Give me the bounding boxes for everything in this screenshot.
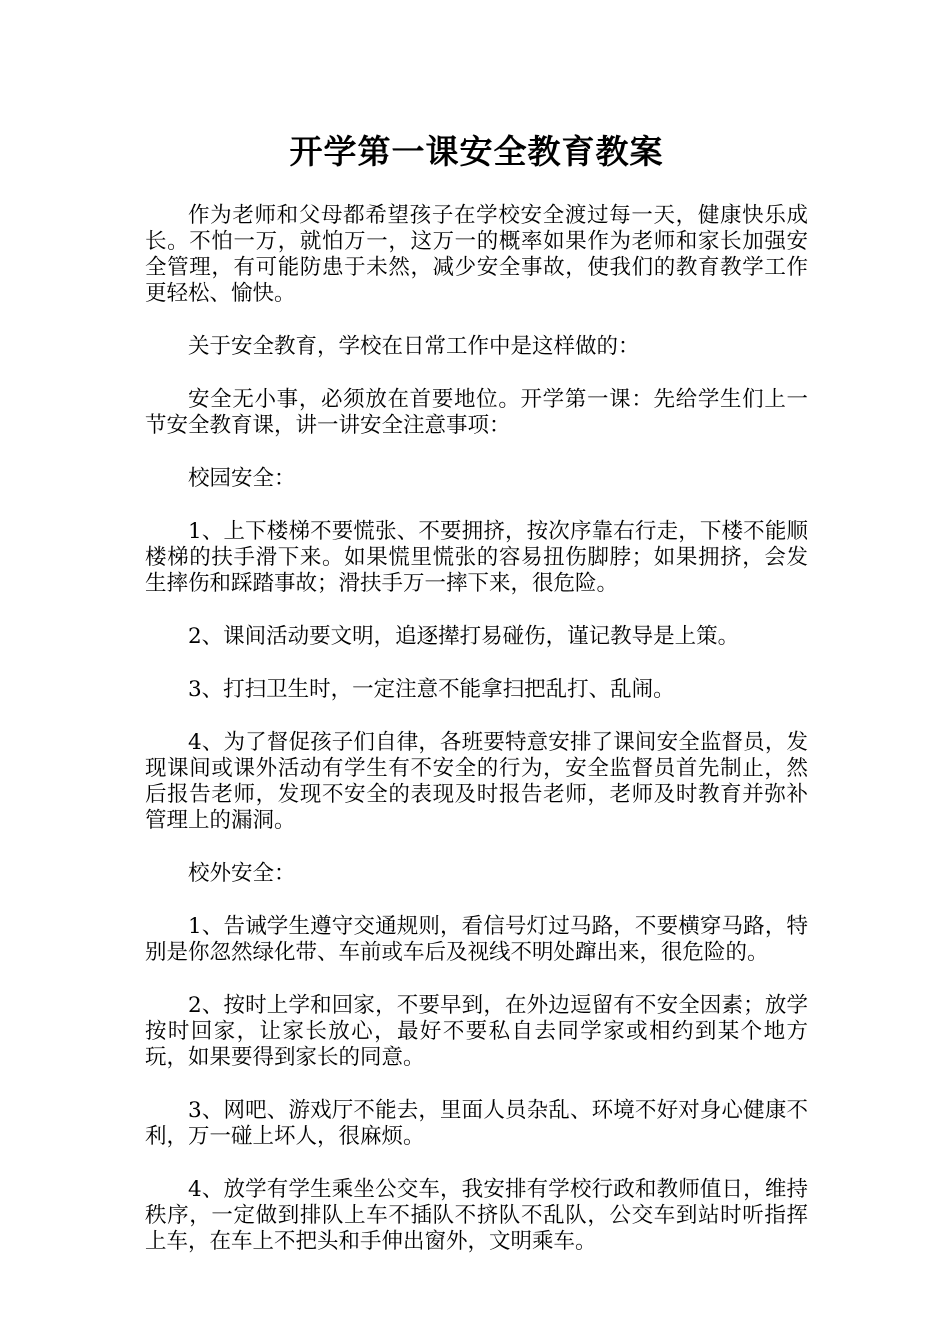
- campus-safety-item-4: 4、为了督促孩子们自律，各班要特意安排了课间安全监督员，发现课间或课外活动有学生有不安全的行为，安全监督员首先制止，然后报告老师，发现不安全的表现及时报告老师，老师及时教育并弥补管理上的漏洞。: [145, 730, 808, 833]
- document-page: [145, 128, 808, 1282]
- offcampus-safety-item-4: 4、放学有学生乘坐公交车，我安排有学校行政和教师值日，维持秩序，一定做到排队上车不插队不挤队不乱队，公交车到站时听指挥上车，在车上不把头和手伸出窗外，文明乘车。: [145, 1177, 808, 1254]
- document-title: 开学第一课安全教育教案: [289, 132, 664, 171]
- campus-safety-item-1: 1、上下楼梯不要慌张、不要拥挤，按次序靠右行走，下楼不能顺楼梯的扶手滑下来。如果慌里慌张的容易扭伤脚脖；如果拥挤，会发生摔伤和踩踏事故；滑扶手万一摔下来，很危险。: [145, 519, 808, 596]
- offcampus-safety-item-1: 1、告诫学生遵守交通规则，看信号灯过马路，不要横穿马路，特别是你忽然绿化带、车前或车后及视线不明处蹿出来，很危险的。: [145, 914, 808, 965]
- paragraph-school-practice: 关于安全教育，学校在日常工作中是这样做的：: [188, 334, 640, 359]
- paragraph-first-lesson: 安全无小事，必须放在首要地位。开学第一课：先给学生们上一节安全教育课，讲一讲安全注意事项：: [145, 387, 808, 438]
- section-heading-campus-safety: 校园安全：: [188, 466, 296, 491]
- section-heading-offcampus-safety: 校外安全：: [188, 861, 296, 886]
- offcampus-safety-item-3: 3、网吧、游戏厅不能去，里面人员杂乱、环境不好对身心健康不利，万一碰上坏人，很麻烦。: [145, 1098, 808, 1149]
- campus-safety-item-2: 2、课间活动要文明，追逐撵打易碰伤，谨记教导是上策。: [188, 624, 740, 649]
- offcampus-safety-item-2: 2、按时上学和回家，不要早到，在外边逗留有不安全因素；放学按时回家，让家长放心，最好不要私自去同学家或相约到某个地方玩，如果要得到家长的同意。: [145, 993, 808, 1070]
- paragraph-intro: 作为老师和父母都希望孩子在学校安全渡过每一天，健康快乐成长。不怕一万，就怕万一，这万一的概率如果作为老师和家长加强安全管理，有可能防患于未然，减少安全事故，使我们的教育教学工作更轻松、愉快。: [145, 203, 808, 306]
- campus-safety-item-3: 3、打扫卫生时，一定注意不能拿扫把乱打、乱闹。: [188, 677, 675, 702]
